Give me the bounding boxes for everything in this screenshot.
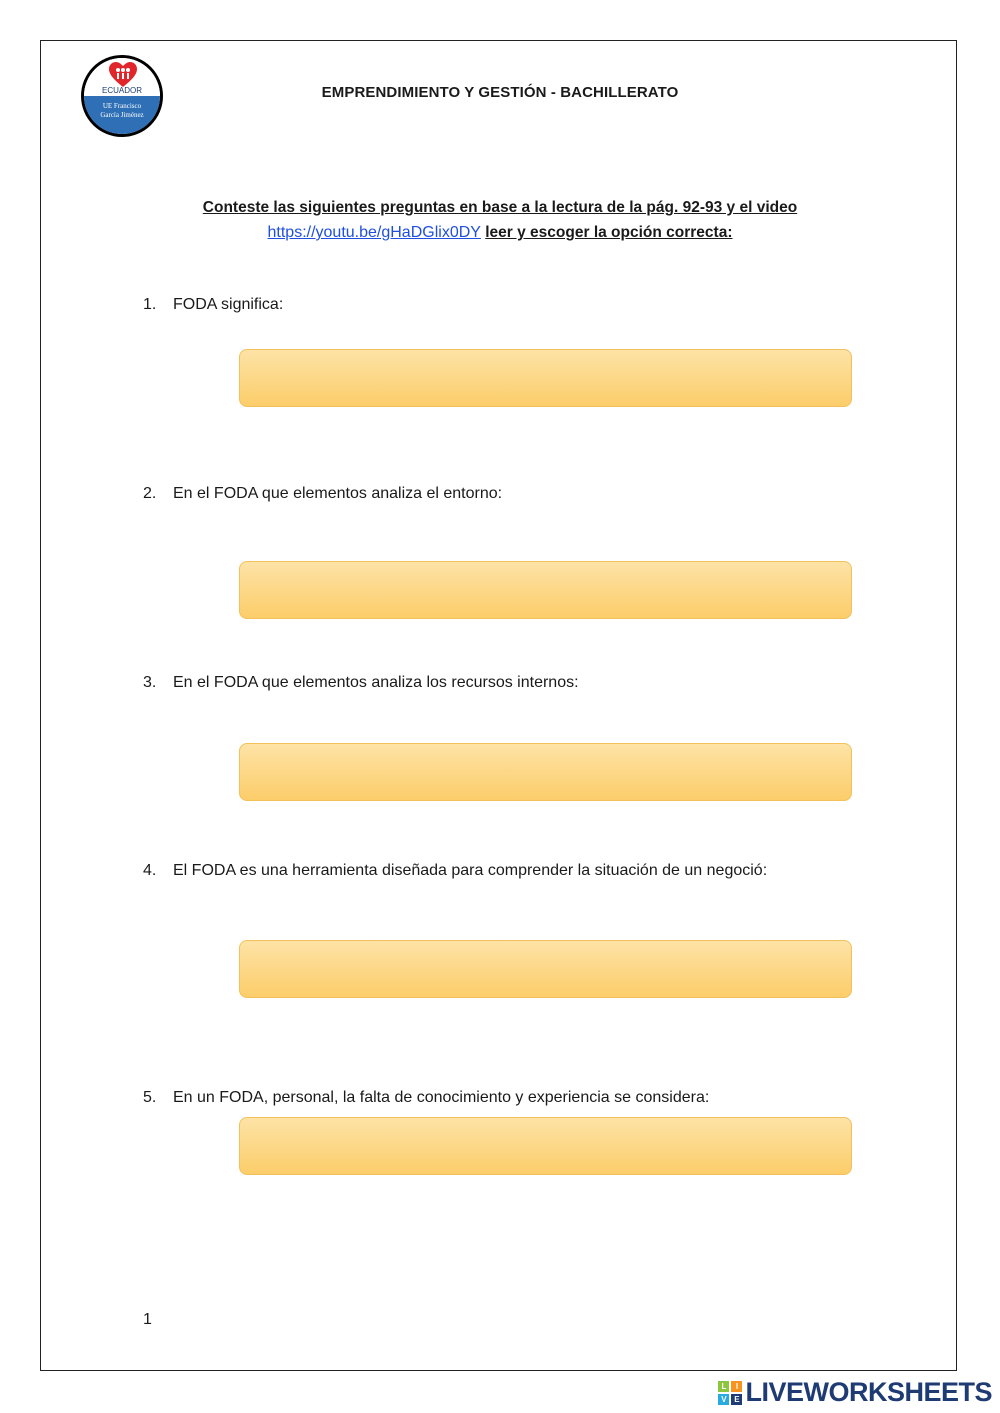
question-5 <box>143 1089 709 1107</box>
instructions-line1: Conteste las siguientes preguntas en base a la lectura de la pág. 92-93 y el video <box>202 199 798 216</box>
question-4 <box>143 862 767 880</box>
answer-dropdown-2[interactable] <box>239 561 852 619</box>
video-link[interactable]: https://youtu.be/gHaDGlix0DY <box>267 224 481 241</box>
question-2 <box>143 485 502 503</box>
answer-dropdown-1[interactable] <box>239 349 852 407</box>
instructions <box>0 195 1000 245</box>
logo-school-name: UE Francisco García Jiménez <box>100 102 144 119</box>
answer-dropdown-5[interactable] <box>239 1117 852 1175</box>
question-text: En un FODA, personal, la falta de conocimiento y experiencia se considera: <box>173 1089 710 1106</box>
logo-country: ECUADOR <box>101 86 142 95</box>
liveworksheets-brand[interactable] <box>718 1377 992 1408</box>
page-title: EMPRENDIMIENTO Y GESTIÓN - BACHILLERATO <box>321 84 679 101</box>
question-text: El FODA es una herramienta diseñada para comprender la situación de un negoció: <box>173 862 768 879</box>
answer-dropdown-3[interactable] <box>239 743 852 801</box>
question-text: En el FODA que elementos analiza los recursos internos: <box>173 674 579 691</box>
question-3 <box>143 674 579 692</box>
question-number: 3. <box>143 674 157 691</box>
liveworksheets-logo-icon: L I V E <box>718 1381 742 1405</box>
question-number: 2. <box>143 485 157 502</box>
question-text: En el FODA que elementos analiza el entorno: <box>173 485 503 502</box>
question-number: 1. <box>143 296 157 313</box>
page-number: 1 <box>143 1311 152 1328</box>
question-number: 4. <box>143 862 157 879</box>
answer-dropdown-4[interactable] <box>239 940 852 998</box>
question-1 <box>143 296 283 314</box>
question-number: 5. <box>143 1089 157 1106</box>
question-text: FODA significa: <box>173 296 284 313</box>
instructions-line2: leer y escoger la opción correcta: <box>485 224 733 241</box>
brand-name: LIVEWORKSHEETS <box>745 1377 992 1407</box>
